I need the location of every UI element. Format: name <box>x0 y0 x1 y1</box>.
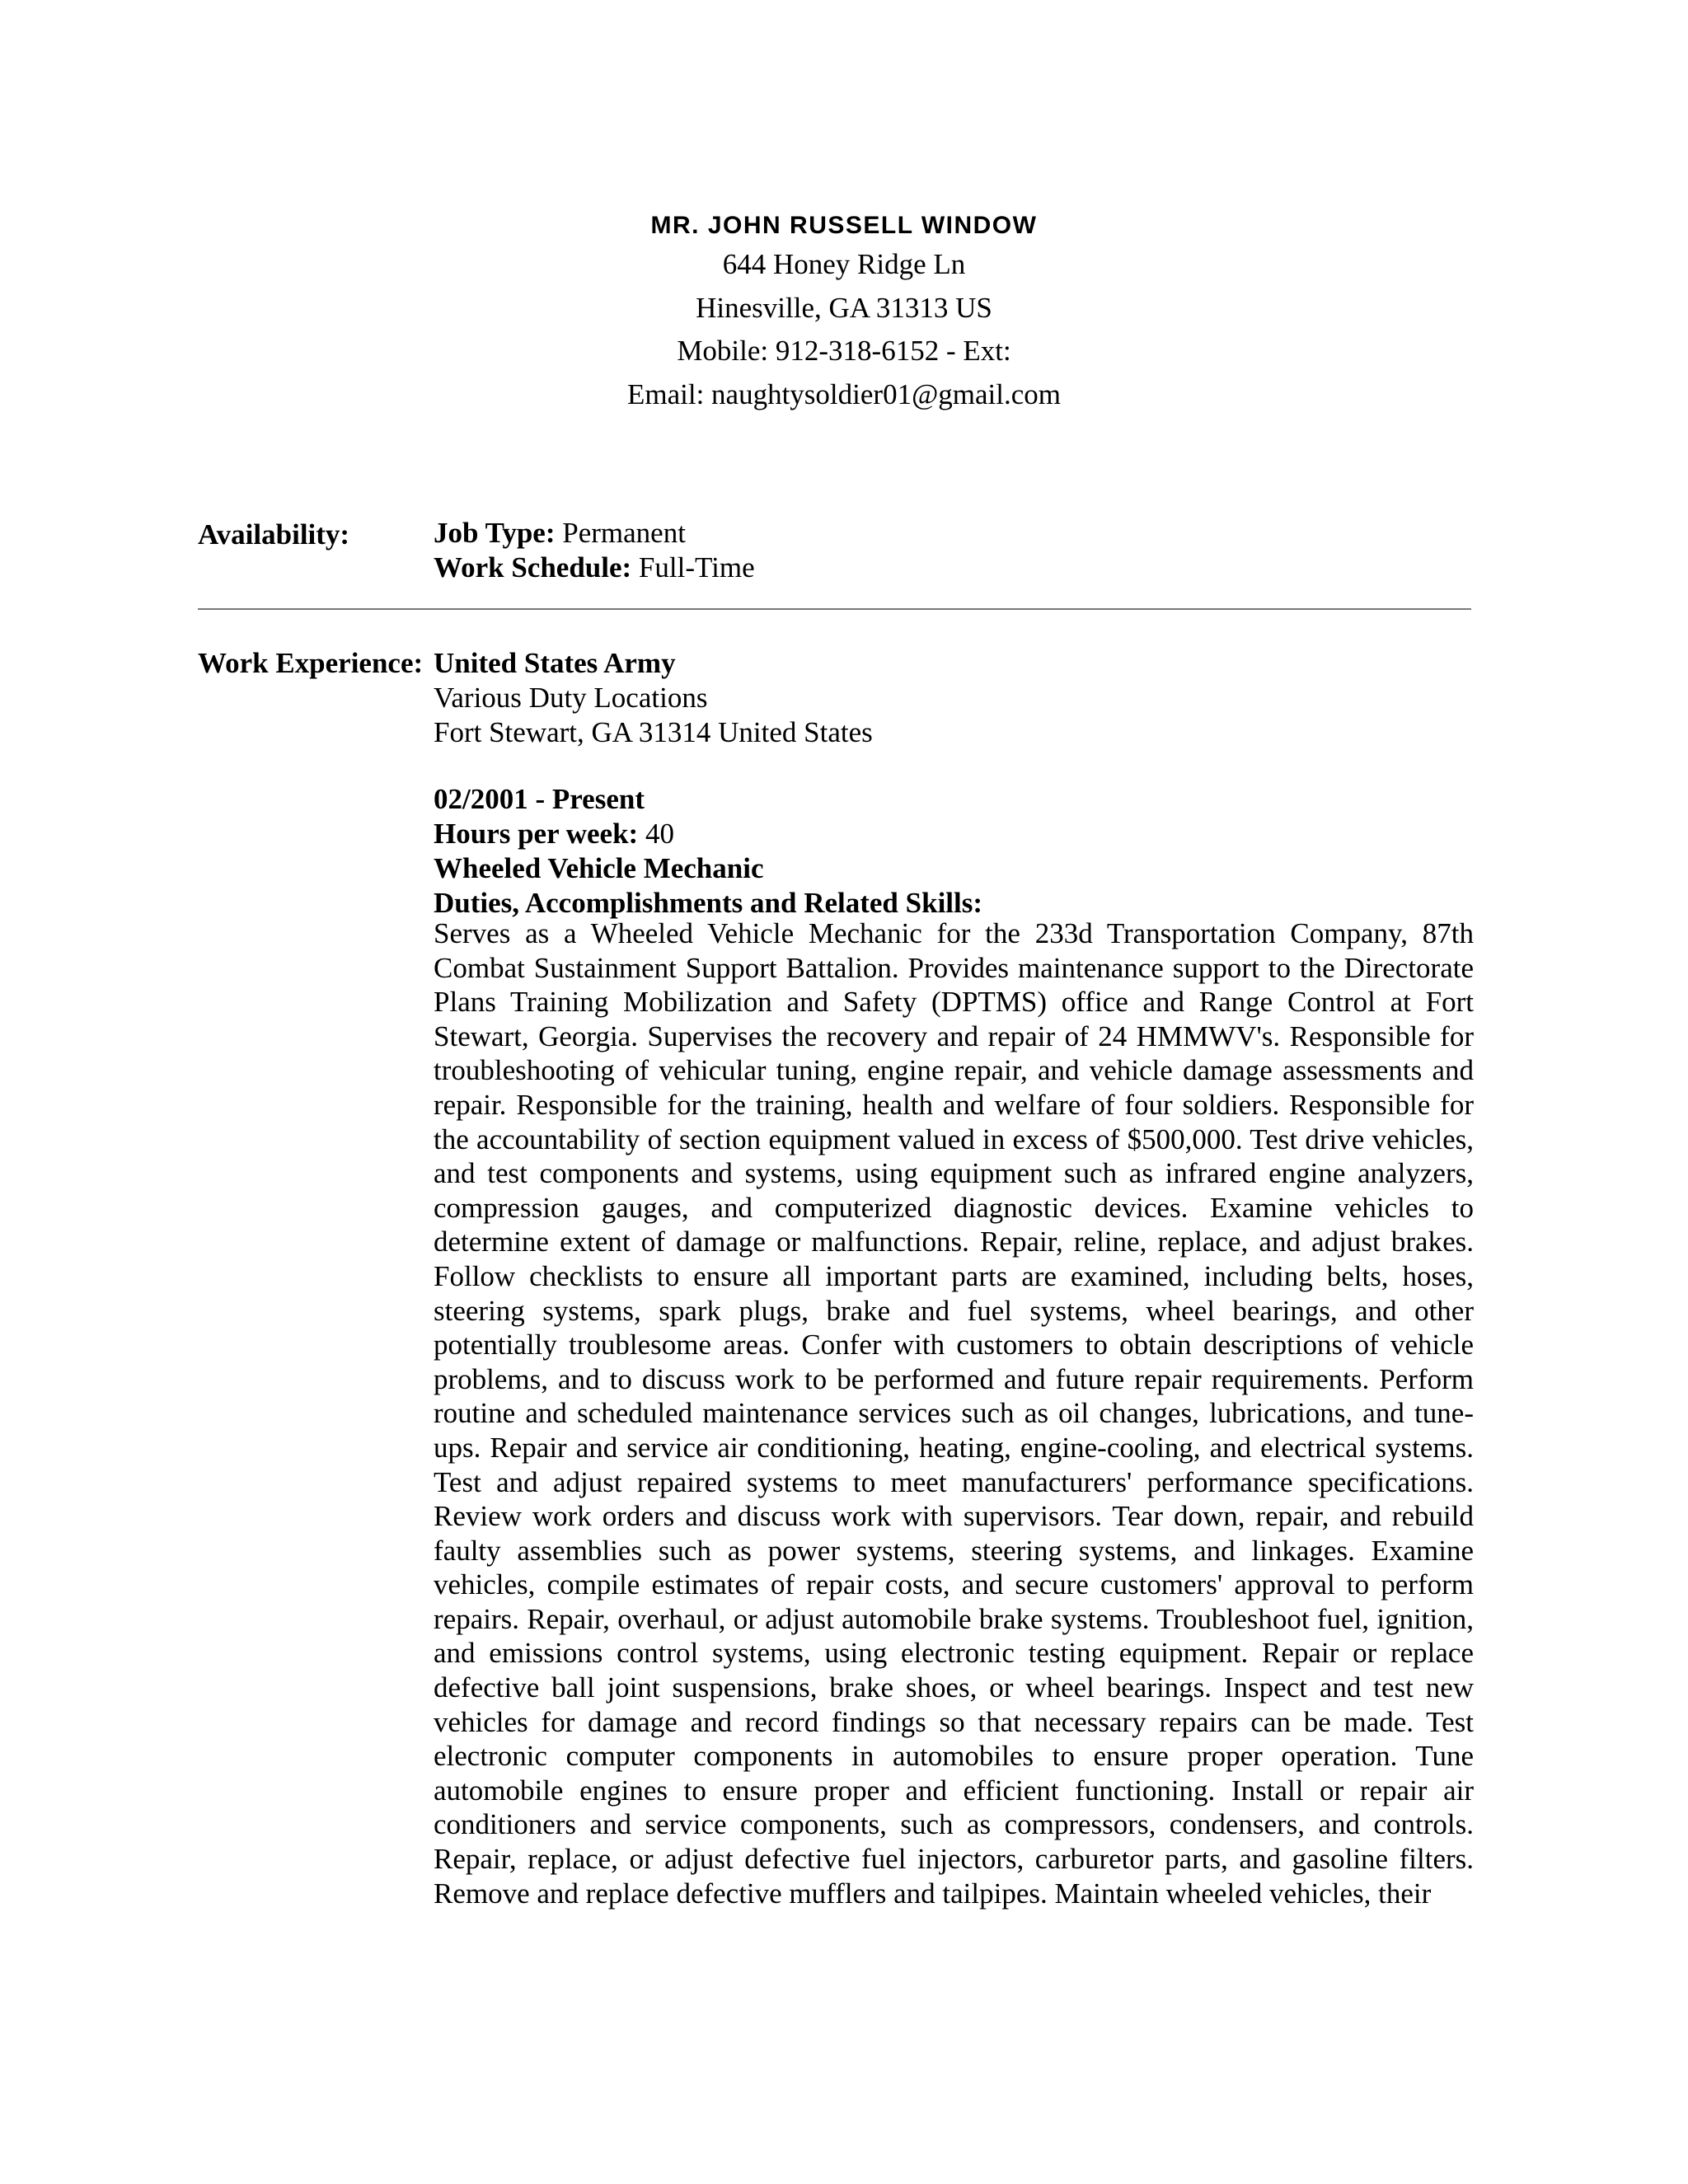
hours-row <box>434 817 982 851</box>
position-block <box>434 782 982 921</box>
schedule-value: Full-Time <box>631 551 755 583</box>
availability-label: Availability: <box>198 518 350 551</box>
applicant-name: MR. JOHN RUSSELL WINDOW <box>650 212 1038 239</box>
section-divider <box>198 608 1471 610</box>
address-line-2: Hinesville, GA 31313 US <box>696 292 992 324</box>
duties-text: Serves as a Wheeled Vehicle Mechanic for the 233d Transportation Company, 87th Combat Sustainment Support Battalion. Provides maintenance support to the Directorate Plans Training Mobilization and Safety (DPTMS) office and Range Control at Fort Stewart, Georgia. Supervises the recovery and repair of 24 HMMWV's. Responsible for troubleshooting of vehicular tuning, engine repair, and vehicle damage assessments and repair. Responsible for the training, health and welfare of four soldiers. Responsible for the accountability of section equipment valued in excess of $500,000. Test drive vehicles, and test components and systems, using equipment such as infrared engine analyzers, compression gauges, and computerized diagnostic devices. Examine vehicles to determine extent of damage or malfunctions. Repair, reline, replace, and adjust brakes. Follow checklists to ensure all important parts are examined, including belts, hoses, steering systems, spark plugs, brake and fuel systems, wheel bearings, and other potentially troublesome areas. Confer with customers to obtain descriptions of vehicle problems, and to discuss work to be performed and future repair requirements. Perform routine and scheduled maintenance services such as oil changes, lubrications, and tune-ups. Repair and service air conditioning, heating, engine-cooling, and electrical systems. Test and adjust repaired systems to meet manufacturers' performance specifications. Review work orders and discuss work with supervisors. Tear down, repair, and rebuild faulty assemblies such as power systems, steering systems, and linkages. Examine vehicles, compile estimates of repair costs, and secure customers' approval to perform repairs. Repair, overhaul, or adjust automobile brake systems. Troubleshoot fuel, ignition, and emissions control systems, using electronic testing equipment. Repair or replace defective ball joint suspensions, brake shoes, or wheel bearings. Inspect and test new vehicles for damage and record findings so that necessary repairs can be made. Test electronic computer components in automobiles to ensure proper operation. Tune automobile engines to ensure proper and efficient functioning. Install or repair air conditioners and service components, such as compressors, condensers, and controls. Repair, replace, or adjust defective fuel injectors, carburetor parts, and gasoline filters. Remove and replace defective mufflers and tailpipes. Maintain wheeled vehicles, their <box>434 917 1474 1910</box>
job-type-row <box>434 516 755 551</box>
employer-name: United States Army <box>434 647 676 679</box>
schedule-label: Work Schedule: <box>434 551 632 583</box>
schedule-row <box>434 551 755 585</box>
email-line: Email: naughtysoldier01@gmail.com <box>626 378 1062 410</box>
employment-dates: 02/2001 - Present <box>434 783 645 815</box>
location-line-1: Various Duty Locations <box>434 682 708 714</box>
job-type-value: Permanent <box>555 517 686 549</box>
duties-heading: Duties, Accomplishments and Related Skills: <box>434 887 983 919</box>
location-line-2: Fort Stewart, GA 31314 United States <box>434 716 873 748</box>
work-experience-label: Work Experience: <box>198 647 424 679</box>
job-title: Wheeled Vehicle Mechanic <box>434 852 764 884</box>
employer-block <box>434 646 873 750</box>
availability-details <box>434 516 755 585</box>
job-type-label: Job Type: <box>434 517 556 549</box>
phone-line: Mobile: 912-318-6152 - Ext: <box>677 335 1011 367</box>
hours-value: 40 <box>638 818 674 850</box>
address-line-1: 644 Honey Ridge Ln <box>722 248 966 280</box>
hours-label: Hours per week: <box>434 818 639 850</box>
duties-paragraph <box>434 916 1474 1910</box>
